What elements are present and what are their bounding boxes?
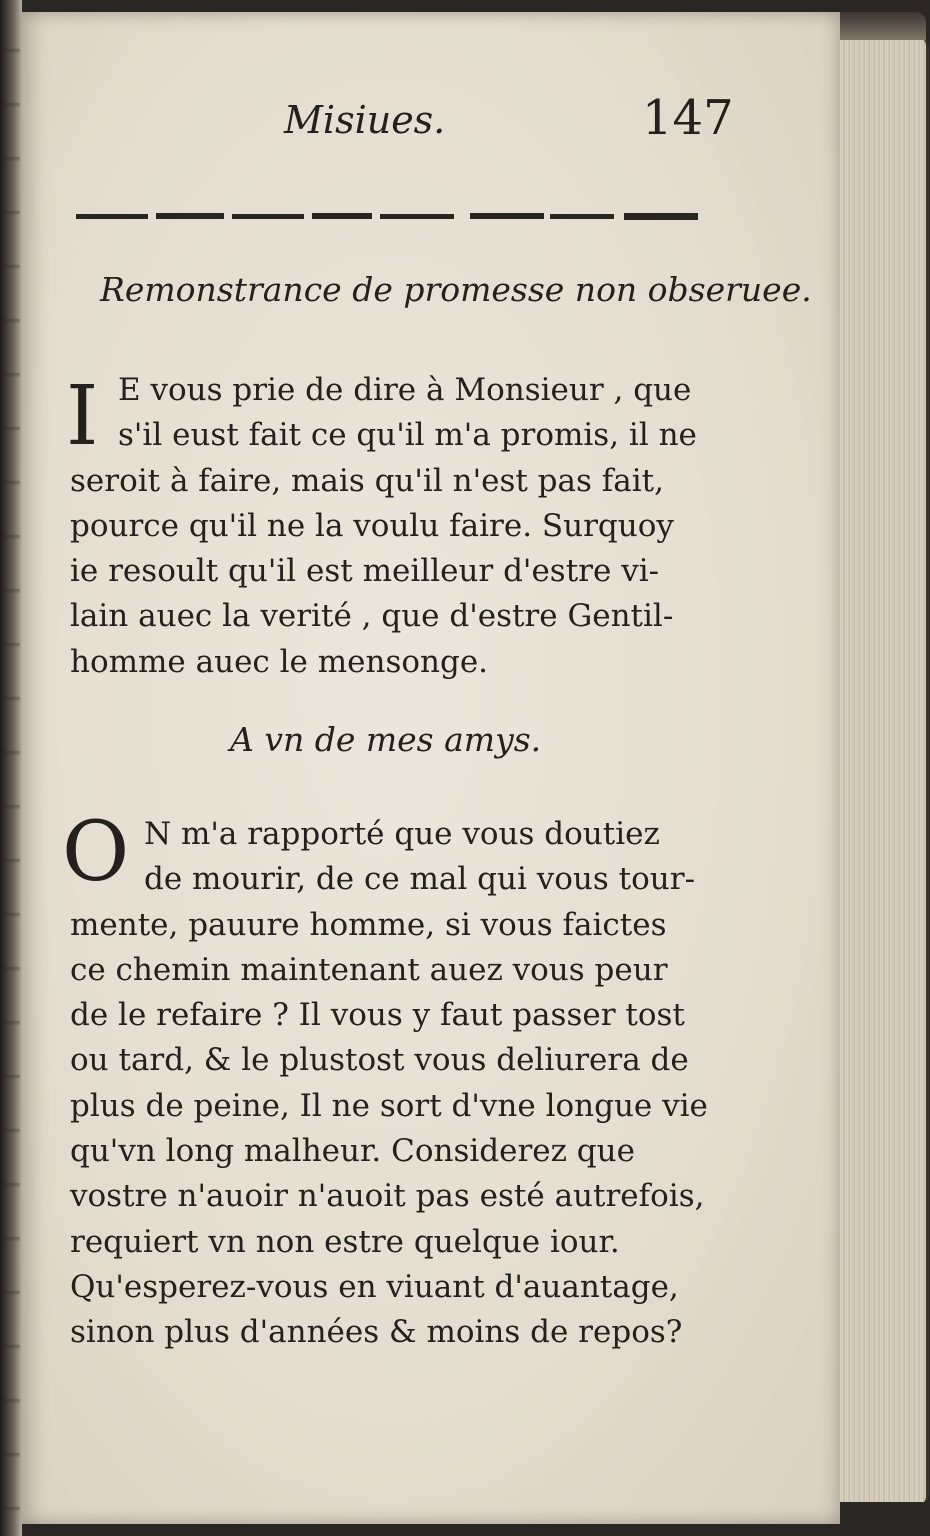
text-line: homme auec le mensonge. [70,643,489,680]
drop-cap-initial: O [62,805,130,900]
section-heading-amys: A vn de mes amys. [230,720,542,759]
text-line: requiert vn non estre quelque iour. [70,1223,620,1260]
rule-segment [624,213,698,220]
text-line: vostre n'auoir n'auoit pas esté autrefois, [70,1178,705,1215]
paragraph-amys-continued [70,903,730,1356]
text-line: lain auec la verité , que d'estre Gentil- [70,598,674,635]
paragraph-remonstrance-continued [70,459,730,685]
facing-page-edge [0,0,22,1536]
text-line: Qu'esperez-vous en viuant d'auantage, [70,1268,679,1305]
text-line: s'il eust fait ce qu'il m'a promis, il ne [118,417,697,454]
drop-cap-initial: I [66,369,99,464]
rule-segment [380,214,454,219]
text-line: ce chemin maintenant auez vous peur [70,951,668,988]
text-line: sinon plus d'années & moins de repos? [70,1314,683,1351]
section-heading-remonstrance: Remonstrance de promesse non obseruee. [100,270,812,309]
rule-segment [550,214,614,219]
text-line: pource qu'il ne la voulu faire. Surquoy [70,507,674,544]
text-line: qu'vn long malheur. Considerez que [70,1133,635,1170]
rule-segment [76,214,148,219]
text-line: de mourir, de ce mal qui vous tour- [144,861,696,898]
running-head [22,90,840,158]
text-line: N m'a rapporté que vous doutiez [144,816,660,852]
page-number: 147 [642,90,734,146]
page-fore-edge [836,40,929,1502]
text-line: ie resoult qu'il est meilleur d'estre vi- [70,553,660,590]
text-line: seroit à faire, mais qu'il n'est pas fait, [70,462,664,499]
text-line: E vous prie de dire à Monsieur , que [118,372,692,408]
facing-page-text-shadow [2,0,20,1536]
paragraph-remonstrance [118,368,738,459]
text-line: de le refaire ? Il vous y faut passer tost [70,997,685,1034]
text-line: mente, pauure homme, si vous faictes [70,906,667,943]
rule-segment [232,214,304,219]
paragraph-amys [144,812,744,903]
ornamental-rule [76,210,700,224]
text-line: ou tard, & le plustost vous deliurera de [70,1042,689,1079]
text-line: plus de peine, Il ne sort d'vne longue vie [70,1087,708,1124]
rule-segment [470,213,544,219]
rule-segment [312,213,372,219]
rule-segment [156,213,224,219]
running-title: Misiues. [284,98,446,142]
